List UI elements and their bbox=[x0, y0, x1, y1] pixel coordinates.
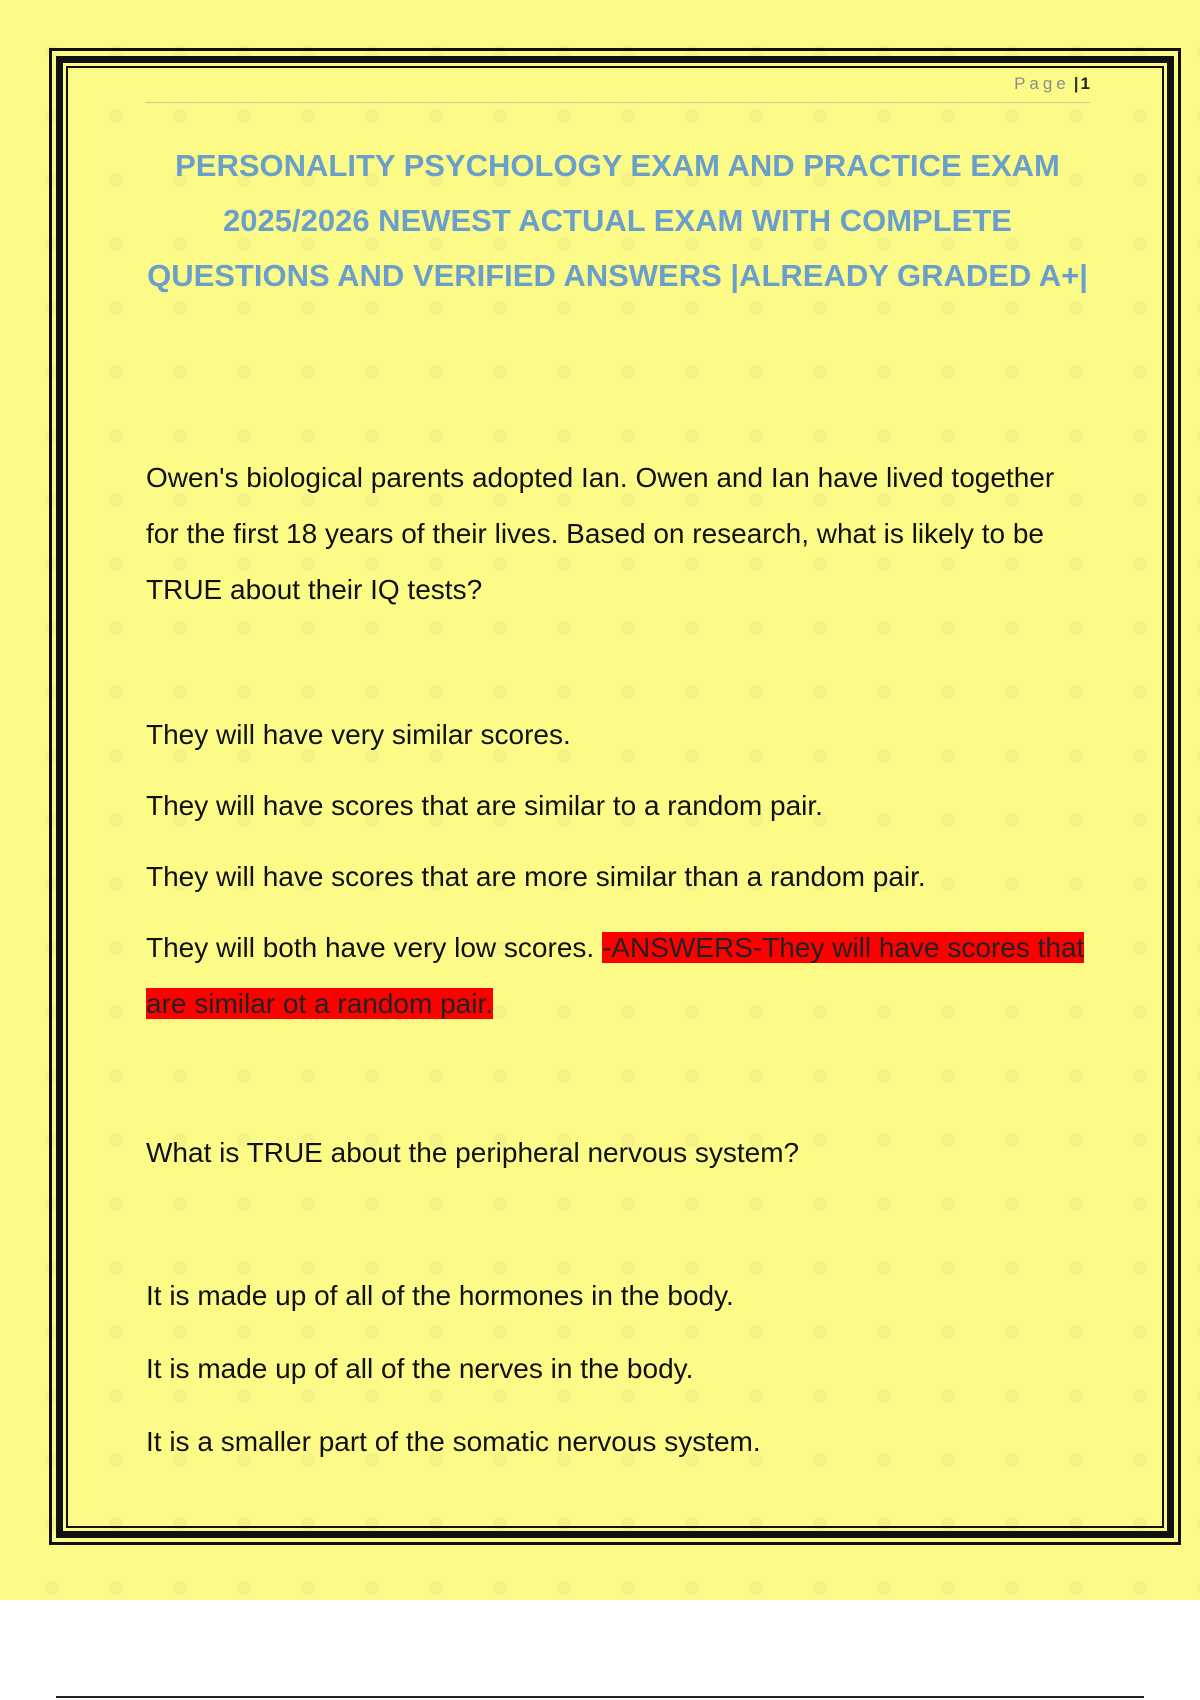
question-2-option-1: It is made up of all of the hormones in the body. bbox=[146, 1280, 734, 1311]
question-2-text: What is TRUE about the peripheral nervous system? bbox=[146, 1137, 800, 1168]
page-label: Page bbox=[1014, 74, 1070, 93]
question-2-option-2: It is made up of all of the nerves in the body. bbox=[146, 1353, 694, 1384]
question-1-text: Owen's biological parents adopted Ian. Owen and Ian have lived together for the first 18 years of their lives. Based on research, what is likely to be TRUE about their IQ tests? bbox=[146, 462, 1055, 605]
page-number: 1 bbox=[1080, 74, 1090, 93]
question-1-option-4: They will both have very low scores. bbox=[146, 932, 595, 963]
question-2-options bbox=[146, 1268, 1086, 1487]
question-1-option-2: They will have scores that are similar to a random pair. bbox=[146, 790, 823, 821]
page-header bbox=[145, 74, 1090, 103]
question-2-option-3: It is a smaller part of the somatic nervous system. bbox=[146, 1426, 761, 1457]
question-1-option-3: They will have scores that are more similar than a random pair. bbox=[146, 861, 926, 892]
page-separator: | bbox=[1073, 74, 1079, 93]
question-1-options bbox=[146, 707, 1086, 1047]
question-1-option-1: They will have very similar scores. bbox=[146, 719, 571, 750]
question-1-answer-highlight: -ANSWERS-They will have scores that are similar ot a random pair. bbox=[146, 932, 1085, 1019]
question-1-option-4-with-answer bbox=[146, 920, 1086, 1032]
document-title: PERSONALITY PSYCHOLOGY EXAM AND PRACTICE EXAM 2025/2026 NEWEST ACTUAL EXAM WITH COMPLETE QUESTIONS AND VERIFIED ANSWERS |ALREADY GRADED A+| bbox=[147, 148, 1088, 293]
next-page-top-rule bbox=[56, 1696, 1144, 1698]
